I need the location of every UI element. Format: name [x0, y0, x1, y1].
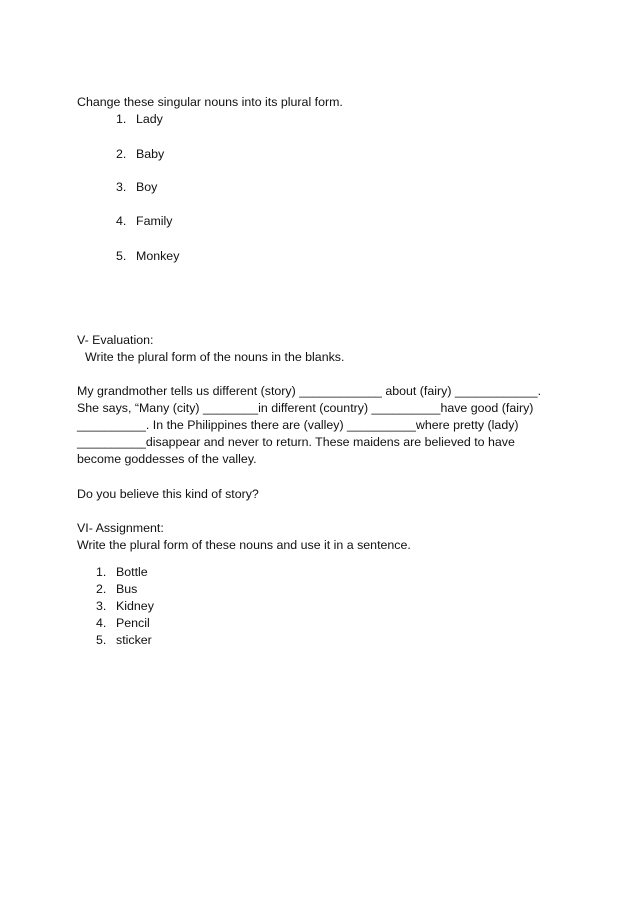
list-item-number: 3. [96, 599, 107, 613]
assignment-heading: VI- Assignment: [77, 521, 164, 535]
list-item [116, 248, 179, 264]
evaluation-paragraph-line: become goddesses of the valley. [77, 452, 257, 466]
list-item-text: Family [136, 214, 173, 228]
list-item [96, 615, 150, 631]
list-item-number: 5. [116, 249, 127, 263]
evaluation-paragraph-line: She says, “Many (city) ________in different (country) __________have good (fairy) [77, 401, 534, 415]
list-item-number: 5. [96, 633, 107, 647]
list-item-number: 1. [116, 112, 127, 126]
evaluation-heading: V- Evaluation: [77, 333, 154, 347]
list-item-text: Lady [136, 112, 163, 126]
list-item [116, 111, 163, 127]
list-item-text: Bus [116, 582, 138, 596]
list-item-text: Bottle [116, 565, 148, 579]
list-item-number: 2. [116, 147, 127, 161]
evaluation-question: Do you believe this kind of story? [77, 487, 259, 501]
evaluation-paragraph-line: My grandmother tells us different (story) ____________ about (fairy) ____________. [77, 384, 542, 398]
assignment-instruction: Write the plural form of these nouns and use it in a sentence. [77, 538, 411, 552]
list-item [96, 581, 137, 597]
list-item [116, 146, 164, 162]
list-item-text: Baby [136, 147, 165, 161]
plural-instruction: Change these singular nouns into its plural form. [77, 95, 343, 109]
list-item [116, 179, 157, 195]
list-item-number: 3. [116, 180, 127, 194]
list-item-number: 4. [116, 214, 127, 228]
list-item-text: Monkey [136, 249, 180, 263]
list-item-text: Pencil [116, 616, 150, 630]
evaluation-paragraph-line: __________disappear and never to return. These maidens are believed to have [77, 435, 515, 449]
list-item-text: Boy [136, 180, 158, 194]
evaluation-paragraph-line: __________. In the Philippines there are (valley) __________where pretty (lady) [77, 418, 519, 432]
list-item-number: 1. [96, 565, 107, 579]
evaluation-instruction: Write the plural form of the nouns in the blanks. [85, 350, 345, 364]
list-item [96, 564, 148, 580]
list-item [96, 632, 152, 648]
list-item-number: 4. [96, 616, 107, 630]
list-item [96, 598, 154, 614]
list-item-text: Kidney [116, 599, 154, 613]
list-item-number: 2. [96, 582, 107, 596]
list-item-text: sticker [116, 633, 152, 647]
list-item [116, 213, 172, 229]
